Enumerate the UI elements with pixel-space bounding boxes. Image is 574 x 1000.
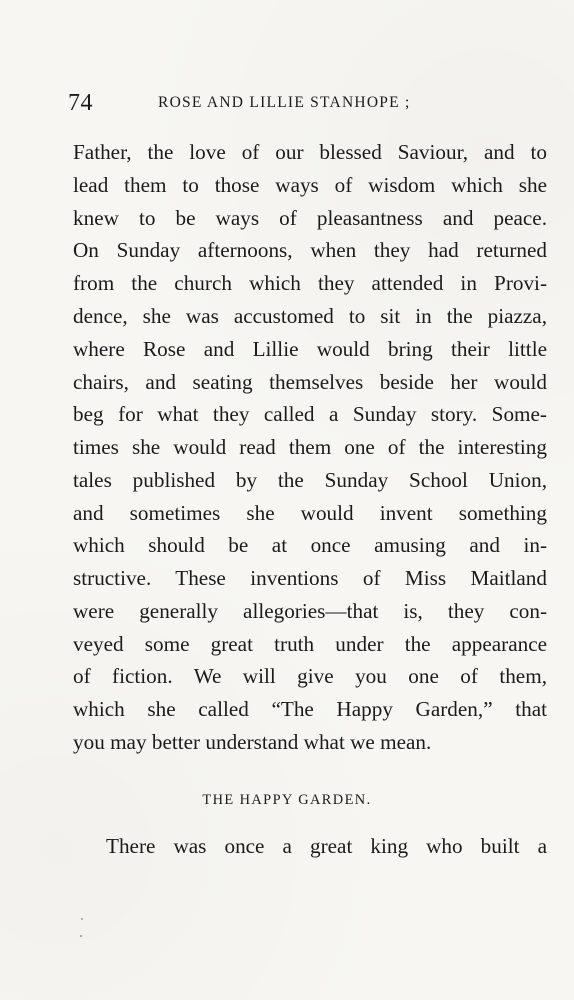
text-line-16: veyed some great truth under the appearance <box>73 632 547 656</box>
text-line-7: where Rose and Lillie would bring their little <box>73 337 547 361</box>
text-line-19: you may better understand what we mean. <box>73 730 432 754</box>
text-line-11: tales published by the Sunday School Union, <box>73 468 547 492</box>
section-title: THE HAPPY GARDEN. <box>202 792 372 808</box>
text-line-2: lead them to those ways of wisdom which she <box>73 173 547 197</box>
text-line-8: chairs, and seating themselves beside her would <box>73 370 547 394</box>
text-line-13: which should be at once amusing and in- <box>73 533 547 557</box>
section-first-line: There was once a great king who built a <box>106 834 547 858</box>
text-line-14: structive. These inventions of Miss Maitland <box>73 566 547 590</box>
text-line-12: and sometimes she would invent something <box>73 501 547 525</box>
paper-speck <box>80 935 82 937</box>
text-line-1: Father, the love of our blessed Saviour, and to <box>73 140 547 164</box>
text-line-17: of fiction. We will give you one of them, <box>73 664 547 688</box>
text-line-6: dence, she was accustomed to sit in the piazza, <box>73 304 547 328</box>
text-line-10: times she would read them one of the interesting <box>73 435 547 459</box>
text-line-4: On Sunday afternoons, when they had returned <box>73 238 547 262</box>
text-line-5: from the church which they attended in Provi- <box>73 271 547 295</box>
page-number: 74 <box>68 90 93 116</box>
text-line-15: were generally allegories—that is, they con- <box>73 599 547 623</box>
text-line-18: which she called “The Happy Garden,” that <box>73 697 547 721</box>
paper-speck <box>81 918 83 920</box>
running-head: ROSE AND LILLIE STANHOPE ; <box>158 94 411 111</box>
page-header <box>68 88 548 118</box>
text-line-9: beg for what they called a Sunday story. Some- <box>73 402 547 426</box>
text-line-3: knew to be ways of pleasantness and peace. <box>73 206 547 230</box>
